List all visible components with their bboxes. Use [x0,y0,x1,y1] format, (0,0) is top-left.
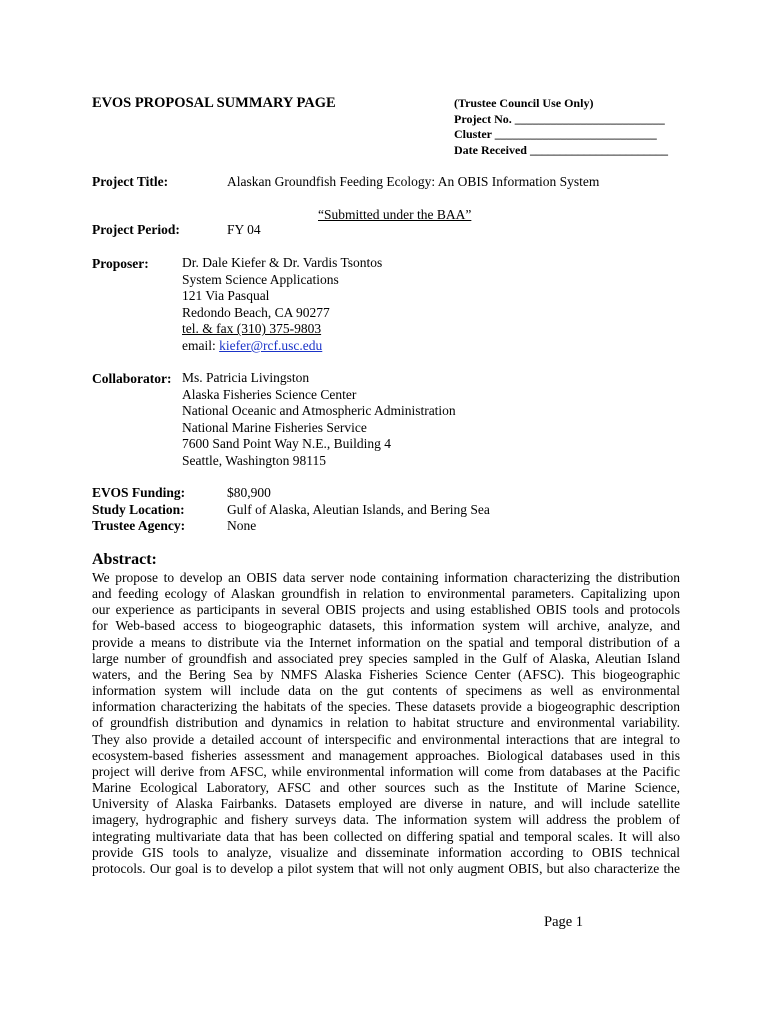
page-number: Page 1 [544,914,584,930]
trustee-use-label: (Trustee Council Use Only) [454,96,594,110]
proposer-name: Dr. Dale Kiefer & Dr. Vardis Tsontos [182,255,383,270]
study-location-label: Study Location: [92,501,185,517]
study-location-value: Gulf of Alaska, Aleutian Islands, and Bering Sea [227,501,490,517]
abstract-line: imagery, hydrographic and fishery surveys data. The information system will address the problem of [92,812,680,828]
email-link[interactable]: kiefer@rcf.usc.edu [219,337,323,353]
abstract-line: of groundfish distribution and dynamics in relation to habitat structure and environmental variability. [92,715,680,731]
abstract-line: University of Alaska Fairbanks. Datasets employed are diverse in nature, and will include satellite [92,796,680,812]
collaborator-line: Seattle, Washington 98115 [182,452,327,468]
collaborator-name: Ms. Patricia Livingston [182,370,310,385]
proposer-street: 121 Via Pasqual [182,288,270,304]
abstract-line: They also provide a detailed account of interspecific and environmental interactions that are integral to [92,731,680,747]
project-period-value: FY 04 [227,222,261,237]
proposer-block [182,255,382,355]
collaborator-label: Collaborator: [92,371,172,386]
abstract-line: our experience as participants in several OBIS projects and using established OBIS tools and protocols [92,602,680,618]
proposer-label: Proposer: [92,256,149,271]
abstract-line: large number of groundfish and associated prey species sampled in the Gulf of Alaska, Aleutian Island [92,650,680,666]
funding-labels [92,485,185,535]
abstract-line: information system will include data on the gut contents of specimens as well as environmental [92,683,680,699]
project-title-value: Alaskan Groundfish Feeding Ecology: An OBIS Information System [227,174,600,189]
abstract-line: for Web-based access to biogeographic datasets, this information system will archive, analyze, and [92,618,680,634]
abstract-line: ecosystem-based fisheries assessment and management approaches. Biological databases used in this [92,747,680,763]
date-received-field: Date Received _______________________ [454,142,668,157]
abstract-line: information characterizing the habitats of the species. These datasets provide a biogeographic description [92,699,680,715]
trustee-agency-label: Trustee Agency: [92,518,186,534]
abstract-line: protocols. Our goal is to develop a pilot system that will not only augment OBIS, but also characterize the [92,860,680,876]
baa-note: “Submitted under the BAA” [318,207,472,222]
collaborator-block [182,370,456,470]
evos-funding-value: $80,900 [227,485,271,500]
abstract-line: project will derive from AFSC, while environmental information will come from databases at the Pacific [92,763,680,779]
email-prefix: email: [182,337,220,353]
collaborator-line: Alaska Fisheries Science Center [182,386,357,402]
abstract-heading: Abstract: [92,551,157,568]
abstract-line: and feeding ecology of Alaskan groundfish in relation to environmental parameters. Capitalizing upon [92,586,680,602]
trustee-use-box [454,96,668,158]
abstract-line: integrating multivariate data that has been collected on differing spatial and temporal scales. It will also [92,828,680,844]
abstract-line: We propose to develop an OBIS data server node containing information characterizing the distribution [92,570,680,585]
funding-values [227,485,490,535]
collaborator-line: National Marine Fisheries Service [182,419,367,435]
collaborator-line: 7600 Sand Point Way N.E., Building 4 [182,436,392,452]
proposer-email-line [182,338,382,355]
proposer-org: System Science Applications [182,271,339,287]
trustee-agency-value: None [227,518,257,534]
abstract-line: provide a means to distribute via the Internet information on the spatial and temporal distribution of a [92,634,680,650]
cluster-field: Cluster ___________________________ [454,127,657,141]
abstract-line: Marine Ecological Laboratory, AFSC and other sources such as the Institute of Marine Science, [92,780,680,796]
collaborator-line: National Oceanic and Atmospheric Administration [182,403,456,419]
proposer-phone: tel. & fax (310) 375-9803 [182,321,322,337]
abstract-line: provide GIS tools to analyze, visualize and disseminate information according to OBIS technical [92,844,680,860]
evos-funding-label: EVOS Funding: [92,485,186,500]
abstract-line: waters, and the Bering Sea by NMFS Alaska Fisheries Science Center (AFSC). This biogeographic [92,666,680,682]
project-no-field: Project No. _________________________ [454,111,665,126]
project-period-label: Project Period: [92,222,180,237]
proposer-city: Redondo Beach, CA 90277 [182,304,330,320]
project-title-label: Project Title: [92,174,169,189]
page-title: EVOS PROPOSAL SUMMARY PAGE [92,95,336,111]
abstract-body [92,570,680,877]
